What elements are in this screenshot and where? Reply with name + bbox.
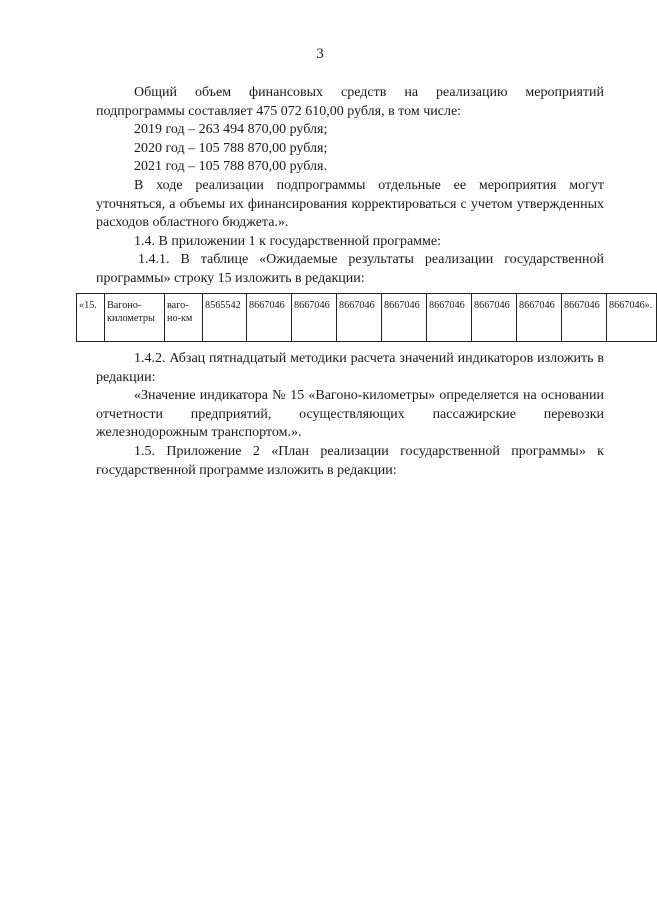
- table-cell-value: 8667046: [472, 294, 517, 342]
- table-cell-value: 8667046: [337, 294, 382, 342]
- paragraph-year-2021: 2021 год – 105 788 870,00 рубля.: [134, 159, 327, 175]
- table-cell-value: 8667046: [517, 294, 562, 342]
- paragraph-section-1-4-2: 1.4.2. Абзац пятнадцатый методики расчета значений индикаторов изложить в редакции:: [96, 351, 604, 385]
- table-cell-value: 8667046: [382, 294, 427, 342]
- paragraph-total-funding: Общий объем финансовых средств на реализацию мероприятий подпрограммы составляет 475 072 610,00 рубля, в том числе:: [96, 85, 604, 119]
- table-cell-value: 8667046: [427, 294, 472, 342]
- body-text-top: [96, 84, 604, 289]
- table-cell-value: 8565542: [203, 294, 247, 342]
- paragraph-section-1-4-1: 1.4.1. В таблице «Ожидаемые результаты реализации государственной программы» строку 15 изложить в редакции:: [96, 252, 604, 286]
- table-cell-unit: ваго-но-км: [165, 294, 203, 342]
- paragraph-section-1-4: 1.4. В приложении 1 к государственной программе:: [134, 233, 441, 249]
- paragraph-section-1-5: 1.5. Приложение 2 «План реализации государственной программы» к государственной программе изложить в редакции:: [96, 443, 604, 478]
- table-cell-indicator-name: Вагоно-километры: [105, 294, 165, 342]
- table-row: [77, 294, 657, 342]
- paragraph-indicator-definition: «Значение индикатора № 15 «Вагоно-километры» определяется на основании отчетности предприятий, осуществляющих пассажирские перевозки железнодорожным транспортом.».: [96, 388, 604, 441]
- table-cell-number: «15.: [77, 294, 105, 342]
- table-cell-value: 8667046: [292, 294, 337, 342]
- paragraph-year-2019: 2019 год – 263 494 870,00 рубля;: [134, 122, 328, 138]
- table-cell-value: 8667046».: [607, 294, 657, 342]
- indicator-table: [76, 293, 653, 342]
- table-cell-value: 8667046: [562, 294, 607, 342]
- body-text-bottom: [96, 350, 604, 480]
- page-number: 3: [316, 46, 324, 62]
- table-cell-value: 8667046: [247, 294, 292, 342]
- paragraph-adjustments: В ходе реализации подпрограммы отдельные ее мероприятия могут уточняться, а объемы их финансирования корректироваться с учетом утвержденных расходов областного бюджета.».: [96, 177, 604, 231]
- paragraph-year-2020: 2020 год – 105 788 870,00 рубля;: [134, 140, 328, 156]
